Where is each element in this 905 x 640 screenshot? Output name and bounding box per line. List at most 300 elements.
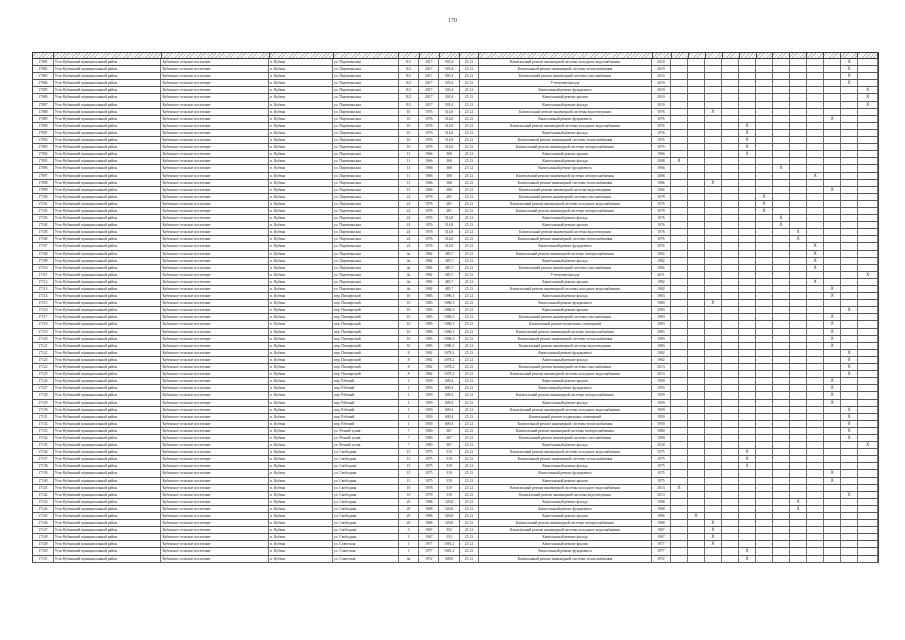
mark-cell <box>688 520 705 526</box>
mark-cell <box>671 144 688 150</box>
street-cell: ул. Партизанская <box>333 73 399 79</box>
date-cell: 25.12 <box>460 243 479 249</box>
mark-cell <box>688 527 705 533</box>
settlement-cell: Кубенское сельское поселение <box>161 407 269 413</box>
area-cell: 519 <box>439 470 460 476</box>
table-row <box>32 449 879 456</box>
mark-cell: X <box>824 286 841 292</box>
mark-cell: X <box>739 151 756 157</box>
locality-cell: п. Кубена <box>269 449 333 455</box>
mark-cell <box>705 165 722 171</box>
mark-cell <box>824 158 841 164</box>
mark-cell <box>858 229 878 235</box>
mark-cell <box>824 364 841 370</box>
settlement-cell: Кубенское сельское поселение <box>161 229 269 235</box>
mark-cell <box>824 499 841 505</box>
year-cell: 1976 <box>652 243 671 249</box>
mark-cell <box>773 350 790 356</box>
mark-cell <box>705 265 722 271</box>
mark-cell <box>688 329 705 335</box>
mark-cell <box>790 215 807 221</box>
date-cell: 25.12 <box>460 513 479 519</box>
year-cell: 2018 <box>652 442 671 448</box>
date-cell: 25.12 <box>460 286 479 292</box>
area-cell: 485,7 <box>439 272 460 278</box>
work-type-cell: Капитальный ремонт крыши <box>479 94 652 100</box>
area-cell: 526,8 <box>439 513 460 519</box>
mark-cell <box>858 371 878 377</box>
year-built-cell: 1975 <box>419 470 439 476</box>
mark-cell <box>722 116 739 122</box>
mark-cell <box>756 258 773 264</box>
mark-cell <box>824 87 841 93</box>
mark-cell <box>756 548 773 554</box>
area-cell: 514,8 <box>439 116 460 122</box>
locality-cell: п. Кубена <box>269 385 333 391</box>
municipality-cell: Усть-Кубинский муниципальный район <box>54 470 162 476</box>
area-cell: 281 <box>439 194 460 200</box>
mark-cell <box>858 548 878 554</box>
mark-cell <box>671 151 688 157</box>
mark-cell <box>807 293 824 299</box>
mark-cell <box>807 492 824 498</box>
settlement-cell: Кубенское сельское поселение <box>161 329 269 335</box>
mark-cell <box>705 329 722 335</box>
mark-cell <box>671 392 688 398</box>
date-cell: 25.12 <box>460 470 479 476</box>
locality-cell: п. Кубена <box>269 321 333 327</box>
mark-cell <box>756 513 773 519</box>
locality-cell: п. Кубена <box>269 414 333 420</box>
mark-cell <box>756 130 773 136</box>
mark-cell: X <box>858 87 878 93</box>
year-cell: 1976 <box>652 137 671 143</box>
mark-cell: X <box>824 314 841 320</box>
mark-cell <box>790 321 807 327</box>
year-built-cell: 1982 <box>419 272 439 278</box>
table-row <box>32 243 879 250</box>
locality-cell: п. Кубена <box>269 80 333 86</box>
house-number-cell: 10 <box>399 321 420 327</box>
year-built-cell: 1976 <box>419 137 439 143</box>
mark-cell <box>722 492 739 498</box>
mark-cell <box>705 548 722 554</box>
year-built-cell: 1982 <box>419 364 439 370</box>
year-cell: 1959 <box>652 400 671 406</box>
mark-cell <box>790 272 807 278</box>
table-row <box>32 470 879 477</box>
mark-cell <box>790 300 807 306</box>
year-built-cell: 1967 <box>419 534 439 540</box>
mark-cell <box>773 236 790 242</box>
mark-cell <box>841 293 858 299</box>
mark-cell <box>756 463 773 469</box>
work-type-cell: Капитальный ремонт инженерной системы газоснабжения <box>479 314 652 320</box>
mark-cell <box>790 201 807 207</box>
area-cell: 519 <box>439 463 460 469</box>
mark-cell <box>773 336 790 342</box>
mark-cell: X <box>824 400 841 406</box>
row-number-cell: 17095 <box>33 158 54 164</box>
mark-cell <box>824 414 841 420</box>
row-number-cell: 17146 <box>33 520 54 526</box>
table-row <box>32 428 879 435</box>
locality-cell: п. Кубена <box>269 130 333 136</box>
work-type-cell: Капитальный ремонт инженерной системы газоснабжения <box>479 73 652 79</box>
mark-cell <box>790 123 807 129</box>
mark-cell <box>688 470 705 476</box>
locality-cell: п. Кубена <box>269 236 333 242</box>
area-cell: 609,4 <box>439 407 460 413</box>
mark-cell <box>824 307 841 313</box>
date-cell: 25.12 <box>460 492 479 498</box>
mark-cell <box>756 520 773 526</box>
mark-cell <box>688 173 705 179</box>
mark-cell: X <box>824 329 841 335</box>
area-cell: 1096,3 <box>439 307 460 313</box>
mark-cell <box>773 534 790 540</box>
work-type-cell: Капитальный ремонт инженерной системы электроснабжения <box>479 144 652 150</box>
mark-cell <box>790 293 807 299</box>
house-number-cell: 1 <box>399 541 420 547</box>
mark-cell <box>773 243 790 249</box>
locality-cell: п. Кубена <box>269 520 333 526</box>
mark-cell <box>756 449 773 455</box>
mark-cell <box>739 378 756 384</box>
mark-cell <box>841 329 858 335</box>
locality-cell: п. Кубена <box>269 527 333 533</box>
mark-cell <box>790 541 807 547</box>
mark-cell <box>688 506 705 512</box>
mark-cell <box>841 534 858 540</box>
year-built-cell: 2017 <box>419 87 439 93</box>
row-number-cell: 17133 <box>33 428 54 434</box>
mark-cell <box>790 428 807 434</box>
mark-cell <box>773 314 790 320</box>
mark-cell <box>858 350 878 356</box>
date-cell: 25.12 <box>460 371 479 377</box>
mark-cell <box>739 343 756 349</box>
house-number-cell: 8/2 <box>399 80 420 86</box>
locality-cell: п. Кубена <box>269 180 333 186</box>
mark-cell <box>705 272 722 278</box>
house-number-cell: 10 <box>399 109 420 115</box>
settlement-cell: Кубенское сельское поселение <box>161 548 269 554</box>
mark-cell <box>756 158 773 164</box>
mark-cell <box>841 151 858 157</box>
area-cell: 1078,2 <box>439 357 460 363</box>
mark-cell <box>671 180 688 186</box>
house-number-cell: 4а <box>399 286 420 292</box>
table-row <box>32 109 879 116</box>
settlement-cell: Кубенское сельское поселение <box>161 243 269 249</box>
mark-cell <box>756 286 773 292</box>
mark-cell <box>671 87 688 93</box>
municipality-cell: Усть-Кубинский муниципальный район <box>54 201 162 207</box>
mark-cell <box>858 144 878 150</box>
mark-cell <box>722 407 739 413</box>
table-row <box>32 442 879 449</box>
locality-cell: п. Кубена <box>269 194 333 200</box>
year-cell: 2008 <box>652 158 671 164</box>
mark-cell <box>858 449 878 455</box>
house-number-cell: 10 <box>399 130 420 136</box>
year-built-cell: 1972 <box>419 556 439 562</box>
year-cell: 1980 <box>652 428 671 434</box>
row-number-cell: 17123 <box>33 357 54 363</box>
mark-cell <box>688 73 705 79</box>
mark-cell <box>756 80 773 86</box>
municipality-cell: Усть-Кубинский муниципальный район <box>54 364 162 370</box>
table-row <box>32 137 879 144</box>
work-type-cell: Капитальный ремонт инженерной системы газоснабжения <box>479 364 652 370</box>
work-type-cell: Капитальный ремонт фасада <box>479 258 652 264</box>
locality-cell: п. Кубена <box>269 506 333 512</box>
mark-cell <box>824 456 841 462</box>
date-cell: 25.12 <box>460 357 479 363</box>
date-cell: 25.12 <box>460 414 479 420</box>
mark-cell: X <box>858 94 878 100</box>
mark-cell <box>807 435 824 441</box>
mark-cell <box>790 492 807 498</box>
mark-cell: X <box>841 357 858 363</box>
year-built-cell: 1968 <box>419 520 439 526</box>
row-number-cell: 17107 <box>33 243 54 249</box>
year-cell: 1975 <box>652 456 671 462</box>
year-built-cell: 1978 <box>419 485 439 491</box>
row-number-cell: 17111 <box>33 272 54 278</box>
row-number-cell: 17115 <box>33 300 54 306</box>
mark-cell <box>722 499 739 505</box>
municipality-cell: Усть-Кубинский муниципальный район <box>54 485 162 491</box>
locality-cell: п. Кубена <box>269 109 333 115</box>
settlement-cell: Кубенское сельское поселение <box>161 371 269 377</box>
mark-cell <box>722 236 739 242</box>
row-number-cell: 17126 <box>33 378 54 384</box>
mark-cell: X <box>790 236 807 242</box>
row-number-cell: 17119 <box>33 329 54 335</box>
row-number-cell: 17140 <box>33 478 54 484</box>
locality-cell: п. Кубена <box>269 173 333 179</box>
year-built-cell: 1976 <box>419 243 439 249</box>
table-row <box>32 314 879 321</box>
year-built-cell: 1968 <box>419 506 439 512</box>
year-built-cell: 1968 <box>419 499 439 505</box>
row-number-cell: 17150 <box>33 548 54 554</box>
work-type-cell: Капитальный ремонт инженерной системы теплоснабжения <box>479 180 652 186</box>
mark-cell <box>756 137 773 143</box>
mark-cell: X <box>807 258 824 264</box>
mark-cell <box>858 435 878 441</box>
mark-cell <box>773 463 790 469</box>
settlement-cell: Кубенское сельское поселение <box>161 87 269 93</box>
year-built-cell: 1983 <box>419 321 439 327</box>
year-built-cell: 1968 <box>419 513 439 519</box>
mark-cell: X <box>705 520 722 526</box>
table-body <box>32 59 879 563</box>
row-number-cell: 17110 <box>33 265 54 271</box>
mark-cell: X <box>841 73 858 79</box>
mark-cell: X <box>739 123 756 129</box>
mark-cell <box>688 548 705 554</box>
year-cell: 1967 <box>652 534 671 540</box>
mark-cell <box>722 350 739 356</box>
mark-cell <box>807 527 824 533</box>
area-cell: 281 <box>439 208 460 214</box>
mark-cell <box>807 116 824 122</box>
mark-cell <box>705 371 722 377</box>
mark-cell <box>739 158 756 164</box>
mark-cell: X <box>824 321 841 327</box>
mark-cell: X <box>824 378 841 384</box>
locality-cell: п. Кубена <box>269 392 333 398</box>
mark-cell <box>824 350 841 356</box>
mark-cell <box>722 201 739 207</box>
year-built-cell: 1959 <box>419 421 439 427</box>
mark-cell: X <box>841 435 858 441</box>
street-cell: ул. Свободная <box>333 478 399 484</box>
settlement-cell: Кубенское сельское поселение <box>161 435 269 441</box>
mark-cell <box>688 59 705 65</box>
mark-cell <box>756 59 773 65</box>
work-type-cell: Капитальный ремонт фасада <box>479 463 652 469</box>
table-row <box>32 279 879 286</box>
mark-cell <box>773 371 790 377</box>
work-type-cell: Капитальный ремонт крыши <box>479 513 652 519</box>
mark-cell <box>739 222 756 228</box>
mark-cell <box>773 414 790 420</box>
mark-cell <box>790 329 807 335</box>
mark-cell <box>841 343 858 349</box>
mark-cell <box>671 187 688 193</box>
year-cell: 1976 <box>652 222 671 228</box>
mark-cell <box>824 222 841 228</box>
street-cell: пер. Пионерский <box>333 350 399 356</box>
mark-cell <box>858 541 878 547</box>
mark-cell <box>705 364 722 370</box>
settlement-cell: Кубенское сельское поселение <box>161 307 269 313</box>
mark-cell <box>705 187 722 193</box>
mark-cell <box>705 343 722 349</box>
date-cell: 25.12 <box>460 400 479 406</box>
mark-cell <box>671 286 688 292</box>
work-type-cell: Капитальный ремонт фундамента <box>479 87 652 93</box>
mark-cell <box>688 428 705 434</box>
mark-cell <box>790 527 807 533</box>
mark-cell <box>671 194 688 200</box>
street-cell: пер. Пионерский <box>333 364 399 370</box>
mark-cell <box>773 80 790 86</box>
mark-cell <box>841 258 858 264</box>
mark-cell <box>807 165 824 171</box>
mark-cell <box>790 59 807 65</box>
mark-cell <box>739 265 756 271</box>
mark-cell <box>671 80 688 86</box>
mark-cell <box>705 513 722 519</box>
mark-cell <box>773 201 790 207</box>
locality-cell: п. Кубена <box>269 492 333 498</box>
mark-cell <box>739 59 756 65</box>
mark-cell <box>671 307 688 313</box>
mark-cell <box>688 463 705 469</box>
mark-cell <box>807 449 824 455</box>
table-row <box>32 407 879 414</box>
settlement-cell: Кубенское сельское поселение <box>161 130 269 136</box>
mark-cell <box>671 300 688 306</box>
row-number-cell: 17114 <box>33 293 54 299</box>
mark-cell <box>756 272 773 278</box>
date-cell: 25.12 <box>460 94 479 100</box>
mark-cell <box>773 94 790 100</box>
mark-cell <box>671 272 688 278</box>
house-number-cell: 8 <box>399 371 420 377</box>
mark-cell <box>790 314 807 320</box>
mark-cell <box>790 478 807 484</box>
municipality-cell: Усть-Кубинский муниципальный район <box>54 87 162 93</box>
mark-cell <box>688 442 705 448</box>
area-cell: 505,4 <box>439 80 460 86</box>
mark-cell <box>824 442 841 448</box>
work-type-cell: Капитальный ремонт инженерной системы теплоснабжения <box>479 66 652 72</box>
table-row <box>32 222 879 229</box>
row-number-cell: 17112 <box>33 279 54 285</box>
mark-cell <box>671 123 688 129</box>
mark-cell <box>756 123 773 129</box>
mark-cell <box>790 307 807 313</box>
mark-cell <box>739 279 756 285</box>
house-number-cell: 8 <box>399 350 420 356</box>
year-built-cell: 1976 <box>419 123 439 129</box>
mark-cell <box>807 343 824 349</box>
mark-cell <box>671 66 688 72</box>
municipality-cell: Усть-Кубинский муниципальный район <box>54 94 162 100</box>
mark-cell <box>705 293 722 299</box>
house-number-cell: 7 <box>399 428 420 434</box>
mark-cell <box>671 336 688 342</box>
year-cell: 1976 <box>652 144 671 150</box>
mark-cell <box>773 449 790 455</box>
row-number-cell: 17103 <box>33 215 54 221</box>
mark-cell <box>739 435 756 441</box>
mark-cell <box>688 80 705 86</box>
mark-cell <box>671 229 688 235</box>
mark-cell <box>671 350 688 356</box>
year-cell: 2011 <box>652 272 671 278</box>
mark-cell <box>722 385 739 391</box>
mark-cell <box>671 435 688 441</box>
mark-cell <box>756 243 773 249</box>
table-row <box>32 343 879 350</box>
street-cell: ул. Свободная <box>333 534 399 540</box>
year-built-cell: 2017 <box>419 80 439 86</box>
house-number-cell: 10 <box>399 293 420 299</box>
mark-cell <box>756 556 773 562</box>
mark-cell <box>858 251 878 257</box>
mark-cell <box>790 350 807 356</box>
mark-cell <box>790 392 807 398</box>
table-row <box>32 492 879 499</box>
street-cell: ул. Партизанская <box>333 130 399 136</box>
mark-cell <box>688 87 705 93</box>
table-row <box>32 556 879 563</box>
work-type-cell: Капитальный ремонт фасада <box>479 293 652 299</box>
mark-cell <box>705 478 722 484</box>
mark-cell <box>688 343 705 349</box>
date-cell: 25.12 <box>460 449 479 455</box>
mark-cell <box>790 66 807 72</box>
mark-cell <box>756 215 773 221</box>
mark-cell <box>705 59 722 65</box>
